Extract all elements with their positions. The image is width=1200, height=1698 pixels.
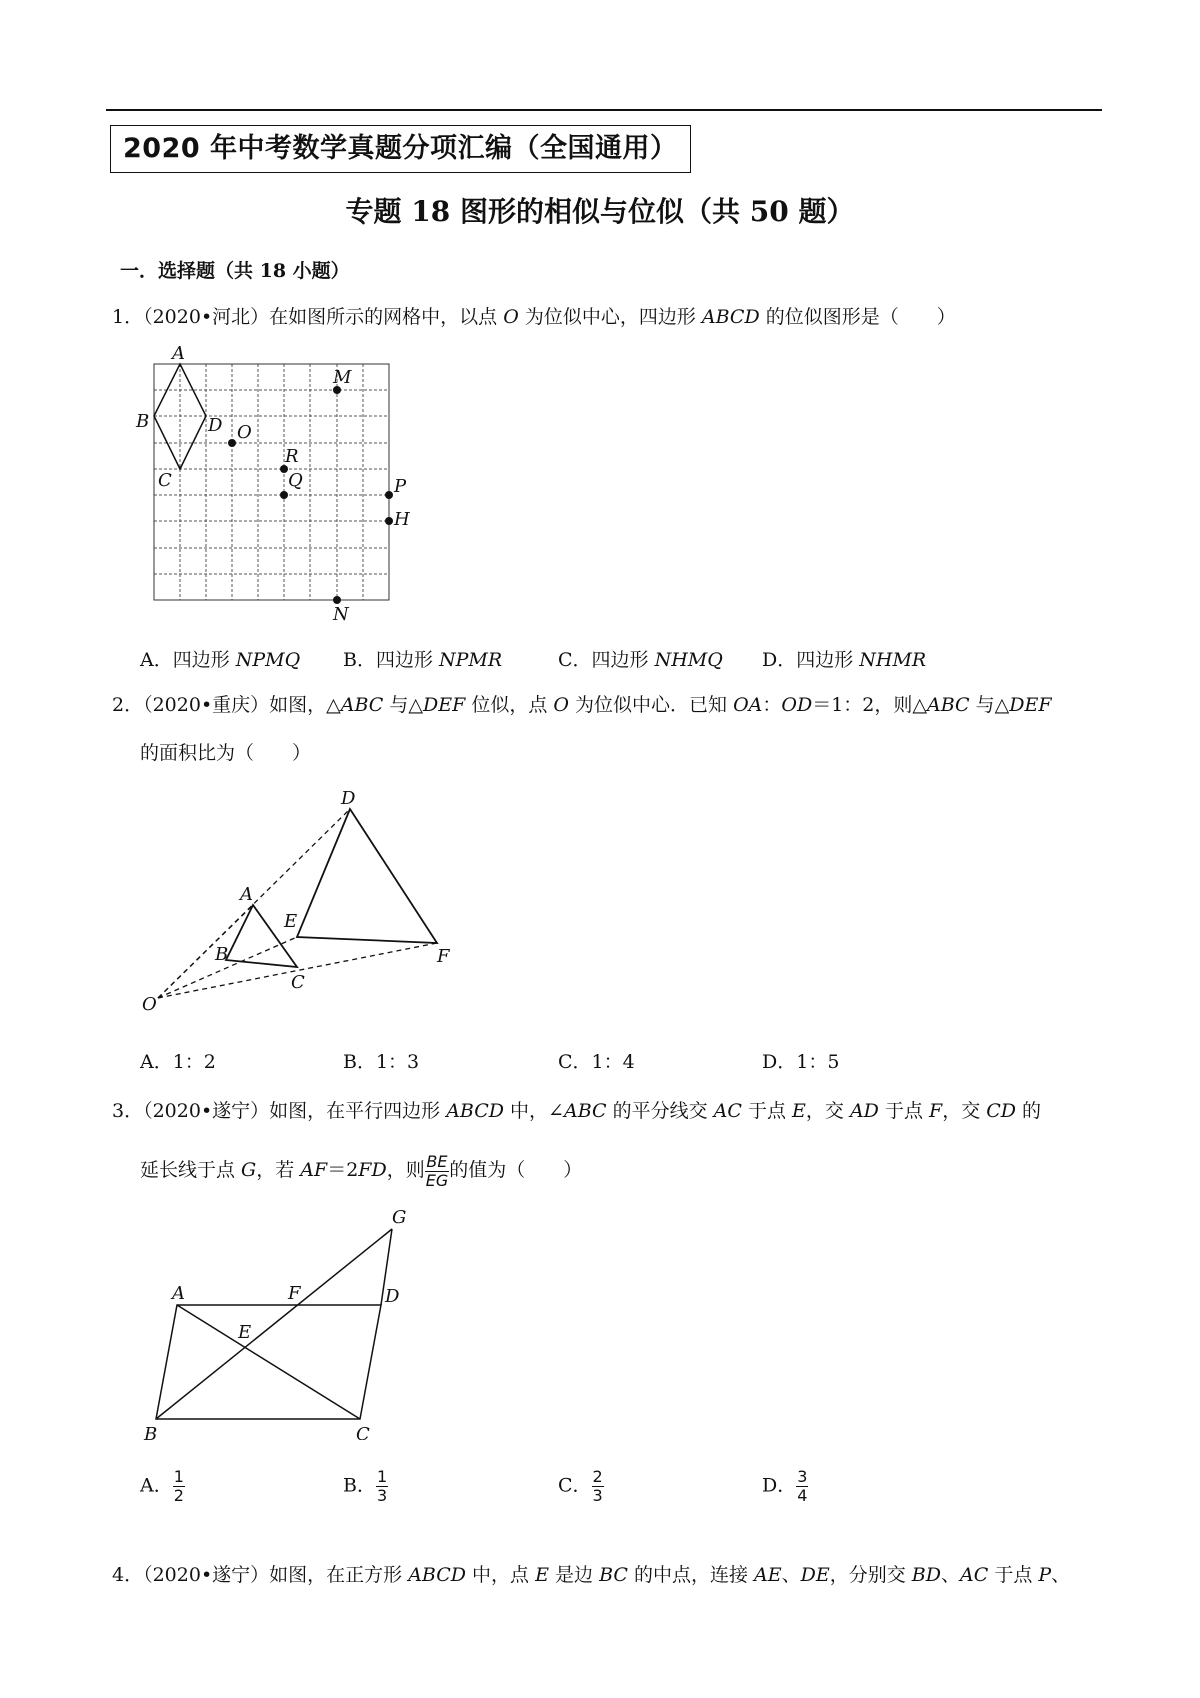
question-4-stem: 4．（2020•遂宁）如图，在正方形 ABCD 中，点 E 是边 BC 的中点，连接 AE、DE，分别交 BD、AC 于点 P、 [112,1564,1071,1586]
question-2-homothety-figure [130,785,460,1015]
grid-label-m: M [333,367,352,388]
option-a[interactable]: A．四边形 NPMQ [140,649,301,671]
option-a[interactable]: A．1：2 [140,1051,216,1073]
question-3-stem-line1: 3．（2020•遂宁）如图，在平行四边形 ABCD 中，∠ABC 的平分线交 AC 于点 E，交 AD 于点 F，交 CD 的 [112,1100,1042,1122]
page-title: 专题 18 图形的相似与位似（共 50 题） [345,195,855,228]
option-a[interactable]: A． $\frac{1}{2}$ [140,1467,184,1505]
series-title: 2020 年中考数学真题分项汇编（全国通用） [110,125,691,173]
question-3-stem-line2: 延长线于点 G，若 AF＝2FD，则 $\frac{BE}{EG}$ 的值为（ ） [140,1151,583,1190]
option-c[interactable]: C． $\frac{2}{3}$ [558,1467,603,1505]
section-heading: 一．选择题（共 18 小题） [120,260,350,282]
question-1-stem: 1．（2020•河北）在如图所示的网格中，以点 O 为位似中心，四边形 ABCD 的位似图形是（ ） [112,306,956,328]
grid-label-d: D [208,415,223,436]
label-e: E [284,911,298,932]
grid-label-n: N [333,604,349,625]
fraction-be-over-eg: $\frac{BE}{EG}$ [425,1151,449,1190]
option-d[interactable]: D．四边形 NHMR [762,649,927,671]
question-3-parallelogram-figure [140,1200,420,1440]
label-a: A [240,884,253,905]
option-c[interactable]: C．1：4 [558,1051,635,1073]
question-2-stem-line2: 的面积比为（ ） [140,742,312,764]
option-b[interactable]: B． $\frac{1}{3}$ [343,1467,388,1505]
grid-label-r: R [285,446,299,467]
label-c: C [291,972,305,993]
grid-label-o: O [237,422,252,443]
question-2-stem-line1: 2．（2020•重庆）如图，△ABC 与△DEF 位似，点 O 为位似中心．已知 OA：OD＝1：2，则△ABC 与△DEF [112,694,1052,716]
grid-label-p: P [394,476,407,497]
grid-label-a: A [172,343,185,364]
top-rule [106,109,1102,111]
grid-label-h: H [394,509,410,530]
grid-label-c: C [158,470,172,491]
label-b: B [144,1424,158,1440]
label-d: D [341,788,356,809]
label-o: O [142,994,157,1015]
option-c[interactable]: C．四边形 NHMQ [558,649,723,671]
option-d[interactable]: D． $\frac{3}{4}$ [762,1467,808,1505]
option-b[interactable]: B．1：3 [343,1051,420,1073]
label-f: F [437,946,450,967]
option-d[interactable]: D．1：5 [762,1051,840,1073]
label-e: E [238,1322,252,1343]
grid-label-q: Q [288,470,303,491]
label-c: C [356,1424,370,1440]
label-a: A [172,1283,185,1304]
grid-label-b: B [136,411,150,432]
label-d: D [385,1286,400,1307]
question-1-grid-figure [130,340,410,625]
option-b[interactable]: B．四边形 NPMR [343,649,503,671]
label-b: B [215,944,229,965]
label-g: G [392,1207,407,1228]
label-f: F [288,1283,301,1304]
